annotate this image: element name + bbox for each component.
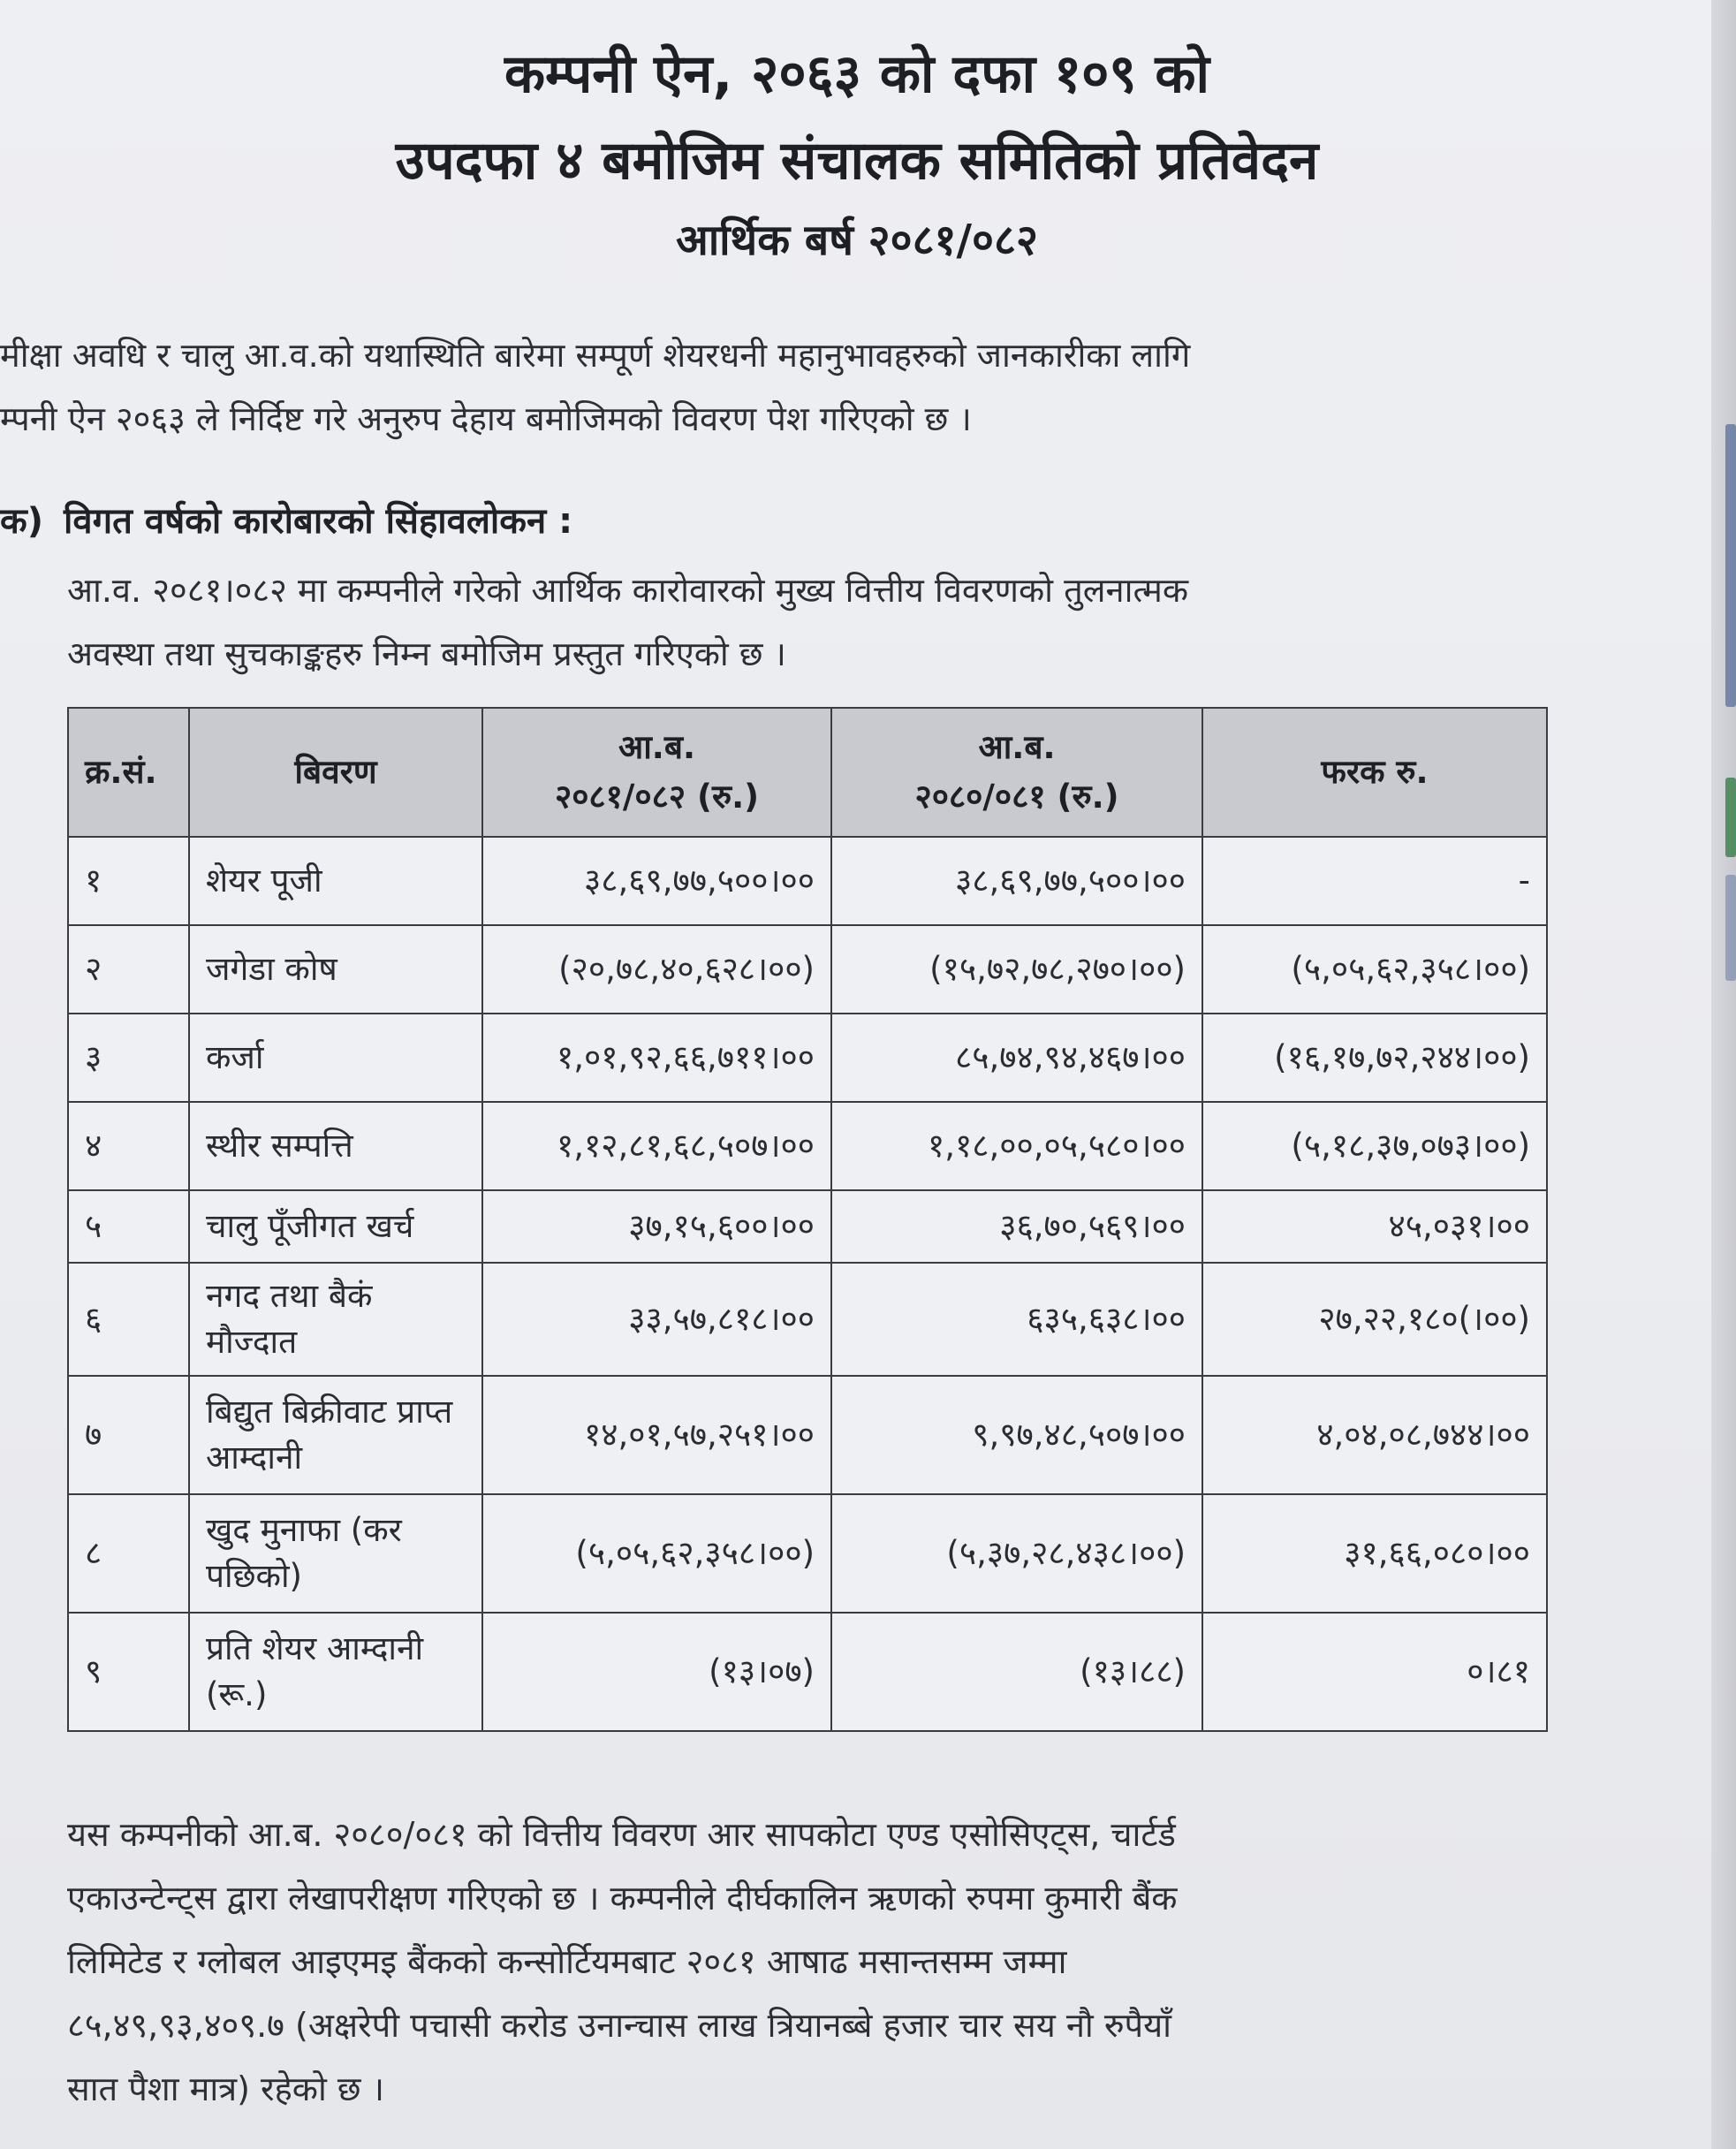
row-description: प्रति शेयर आम्दानी (रू.) xyxy=(189,1613,482,1731)
report-title-line-1: कम्पनी ऐन, २०६३ को दफा १०९ को xyxy=(504,43,1210,105)
row-serial: ५ xyxy=(68,1190,189,1263)
fiscal-year-subtitle: आर्थिक बर्ष २०८१/०८२ xyxy=(676,216,1038,265)
header-previous-year xyxy=(831,708,1202,837)
row-current-value: (५,०५,६२,३५८।००) xyxy=(482,1494,831,1613)
header-description: बिवरण xyxy=(189,708,482,837)
audit-loan-paragraph xyxy=(67,1803,1551,2121)
header-current-year-label: आ.ब. xyxy=(618,728,696,766)
footer-line-4: ८५,४९,९३,४०९.७ (अक्षरेपी पचासी करोड उनान्चास लाख त्रियानब्बे हजार चार सय नौ रुपैयाँ xyxy=(67,2006,1172,2045)
row-description: स्थीर सम्पत्ति xyxy=(189,1102,482,1190)
row-difference-value: २७,२२,१८०(।००) xyxy=(1202,1263,1547,1376)
row-description: नगद तथा बैकं मौज्दात xyxy=(189,1263,482,1376)
row-current-value: ३७,१५,६००।०० xyxy=(482,1190,831,1263)
row-description: खुद मुनाफा (कर पछिको) xyxy=(189,1494,482,1613)
intro-line-2: म्पनी ऐन २०६३ ले निर्दिष्ट गरे अनुरुप देहाय बमोजिमको विवरण पेश गरिएको छ । xyxy=(0,399,972,438)
edge-blue-mark xyxy=(1725,424,1736,707)
section-line-1: आ.व. २०८१।०८२ मा कम्पनीले गरेको आर्थिक कारोवारको मुख्य वित्तीय विवरणको तुलनात्मक xyxy=(67,571,1189,610)
edge-green-mark xyxy=(1725,778,1736,857)
row-previous-value: ३६,७०,५६९।०० xyxy=(831,1190,1202,1263)
table-row xyxy=(68,1102,1547,1190)
row-previous-value: १,१८,००,०५,५८०।०० xyxy=(831,1102,1202,1190)
table-row xyxy=(68,1494,1547,1613)
row-difference-value: ४,०४,०८,७४४।०० xyxy=(1202,1376,1547,1494)
row-difference-value: (१६,१७,७२,२४४।००) xyxy=(1202,1014,1547,1102)
section-marker: क) xyxy=(0,501,44,542)
row-difference-value: ४५,०३१।०० xyxy=(1202,1190,1547,1263)
row-description: जगेडा कोष xyxy=(189,925,482,1014)
row-serial: ९ xyxy=(68,1613,189,1731)
row-serial: ६ xyxy=(68,1263,189,1376)
row-difference-value: (५,०५,६२,३५८।००) xyxy=(1202,925,1547,1014)
table-row xyxy=(68,1376,1547,1494)
footer-line-2: एकाउन्टेन्ट्स द्वारा लेखापरीक्षण गरिएको छ । कम्पनीले दीर्घकालिन ऋणको रुपमा कुमारी बैंक xyxy=(67,1879,1178,1917)
row-current-value: ३३,५७,८१८।०० xyxy=(482,1263,831,1376)
row-difference-value: - xyxy=(1202,837,1547,925)
financial-comparison-table xyxy=(67,707,1548,1732)
row-current-value: १,०१,९२,६६,७११।०० xyxy=(482,1014,831,1102)
page-edge xyxy=(1711,0,1736,2149)
row-description: कर्जा xyxy=(189,1014,482,1102)
footer-line-1: यस कम्पनीको आ.ब. २०८०/०८१ को वित्तीय विवरण आर सापकोटा एण्ड एसोसिएट्स, चार्टर्ड xyxy=(67,1815,1176,1854)
row-previous-value: ९,९७,४८,५०७।०० xyxy=(831,1376,1202,1494)
section-heading-text: विगत वर्षको कारोबारको सिंहावलोकन : xyxy=(64,501,573,542)
row-previous-value: ८५,७४,९४,४६७।०० xyxy=(831,1014,1202,1102)
table-row xyxy=(68,1014,1547,1102)
row-current-value: (२०,७८,४०,६२८।००) xyxy=(482,925,831,1014)
header-current-year-value: २०८१/०८२ (रु.) xyxy=(554,778,760,816)
table-row xyxy=(68,1613,1547,1731)
row-serial: ३ xyxy=(68,1014,189,1102)
row-description: शेयर पूजी xyxy=(189,837,482,925)
row-current-value: (१३।०७) xyxy=(482,1613,831,1731)
row-serial: ८ xyxy=(68,1494,189,1613)
row-difference-value: ३१,६६,०८०।०० xyxy=(1202,1494,1547,1613)
section-heading xyxy=(0,495,572,543)
row-difference-value: ०।८१ xyxy=(1202,1613,1547,1731)
row-previous-value: (५,३७,२८,४३८।००) xyxy=(831,1494,1202,1613)
table-row xyxy=(68,925,1547,1014)
table-row xyxy=(68,1263,1547,1376)
report-title-line-2: उपदफा ४ बमोजिम संचालक समितिको प्रतिवेदन xyxy=(395,130,1319,192)
section-line-2: अवस्था तथा सुचकाङ्कहरु निम्न बमोजिम प्रस्तुत गरिएको छ । xyxy=(67,634,786,673)
table-row xyxy=(68,1190,1547,1263)
row-previous-value: ३८,६९,७७,५००।०० xyxy=(831,837,1202,925)
row-serial: २ xyxy=(68,925,189,1014)
row-current-value: ३८,६९,७७,५००।०० xyxy=(482,837,831,925)
row-current-value: १,१२,८१,६८,५०७।०० xyxy=(482,1102,831,1190)
row-current-value: १४,०१,५७,२५१।०० xyxy=(482,1376,831,1494)
row-description: चालु पूँजीगत खर्च xyxy=(189,1190,482,1263)
row-serial: १ xyxy=(68,837,189,925)
row-difference-value: (५,१८,३७,०७३।००) xyxy=(1202,1102,1547,1190)
row-previous-value: (१३।८८) xyxy=(831,1613,1202,1731)
table-row xyxy=(68,837,1547,925)
header-difference: फरक रु. xyxy=(1202,708,1547,837)
header-serial: क्र.सं. xyxy=(68,708,189,837)
row-serial: ४ xyxy=(68,1102,189,1190)
edge-blue-mark-2 xyxy=(1725,875,1736,981)
row-description: बिद्युत बिक्रीवाट प्राप्त आम्दानी xyxy=(189,1376,482,1494)
table-header-row xyxy=(68,708,1547,837)
header-current-year xyxy=(482,708,831,837)
footer-line-3: लिमिटेड र ग्लोबल आइएमइ बैंकको कन्सोर्टियमबाट २०८१ आषाढ मसान्तसम्म जम्मा xyxy=(67,1942,1067,1981)
row-previous-value: (१५,७२,७८,२७०।००) xyxy=(831,925,1202,1014)
footer-line-5: सात पैशा मात्र) रहेको छ । xyxy=(67,2069,385,2108)
row-previous-value: ६३५,६३८।०० xyxy=(831,1263,1202,1376)
header-previous-year-value: २०८०/०८१ (रु.) xyxy=(914,778,1119,816)
intro-line-1: मीक्षा अवधि र चालु आ.व.को यथास्थिति बारेमा सम्पूर्ण शेयरधनी महानुभावहरुको जानकारीका लागि xyxy=(0,336,1191,375)
row-serial: ७ xyxy=(68,1376,189,1494)
header-previous-year-label: आ.ब. xyxy=(978,728,1056,766)
